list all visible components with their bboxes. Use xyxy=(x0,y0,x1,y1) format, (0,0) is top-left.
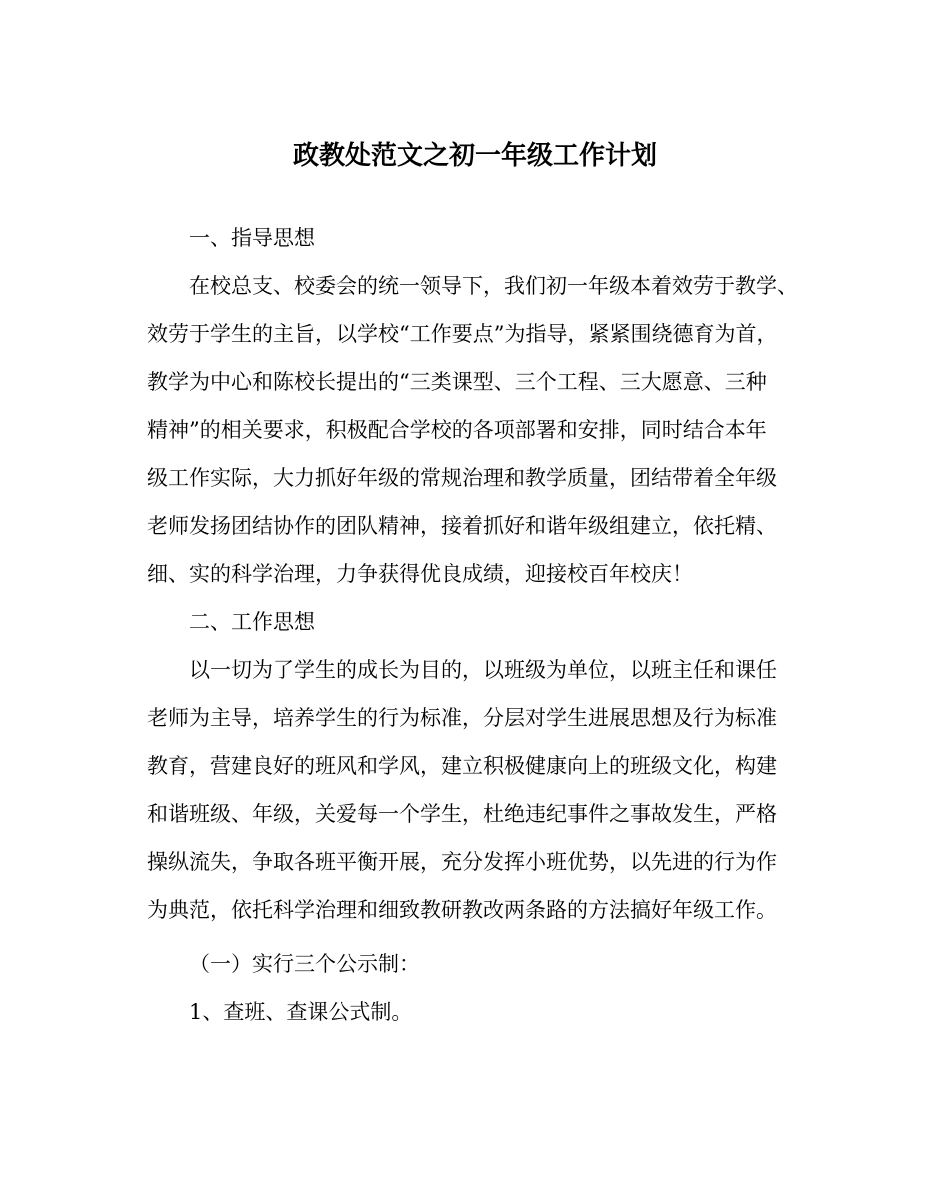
paragraph-line: 细、实的科学治理，力争获得优良成绩，迎接校百年校庆！ xyxy=(147,562,693,586)
paragraph-line: 精神”的相关要求，积极配合学校的各项部署和安排，同时结合本年 xyxy=(147,418,767,442)
paragraph-line: 老师发扬团结协作的团队精神，接着抓好和谐年级组建立，依托精、 xyxy=(147,514,777,538)
paragraph-line: 在校总支、校委会的统一领导下，我们初一年级本着效劳于教学、 xyxy=(189,274,798,298)
document-title: 政教处范文之初一年级工作计划 xyxy=(292,141,657,171)
subheading-three-publicity: （一）实行三个公示制： xyxy=(189,952,420,976)
paragraph-line: 老师为主导，培养学生的行为标准，分层对学生进展思想及行为标准 xyxy=(147,706,777,730)
paragraph-line: 以一切为了学生的成长为目的，以班级为单位，以班主任和课任 xyxy=(189,658,777,682)
paragraph-line: 教育，营建良好的班风和学风，建立积极健康向上的班级文化，构建 xyxy=(147,754,777,778)
paragraph-line: 教学为中心和陈校长提出的“三类课型、三个工程、三大愿意、三种 xyxy=(147,370,767,394)
heading-guiding-thought: 一、指导思想 xyxy=(189,226,315,250)
paragraph-line: 级工作实际，大力抓好年级的常规治理和教学质量，团结带着全年级 xyxy=(147,466,777,490)
paragraph-line: 和谐班级、年级，关爱每一个学生，杜绝违纪事件之事故发生，严格 xyxy=(147,802,777,826)
paragraph-line: 操纵流失，争取各班平衡开展，充分发挥小班优势，以先进的行为作 xyxy=(147,850,777,874)
heading-work-thought: 二、工作思想 xyxy=(189,610,315,634)
list-item: 1、查班、查课公式制。 xyxy=(189,1000,413,1024)
paragraph-line: 为典范，依托科学治理和细致教研教改两条路的方法搞好年级工作。 xyxy=(147,898,777,922)
paragraph-line: 效劳于学生的主旨，以学校“工作要点”为指导，紧紧围绕德育为首， xyxy=(147,322,778,346)
